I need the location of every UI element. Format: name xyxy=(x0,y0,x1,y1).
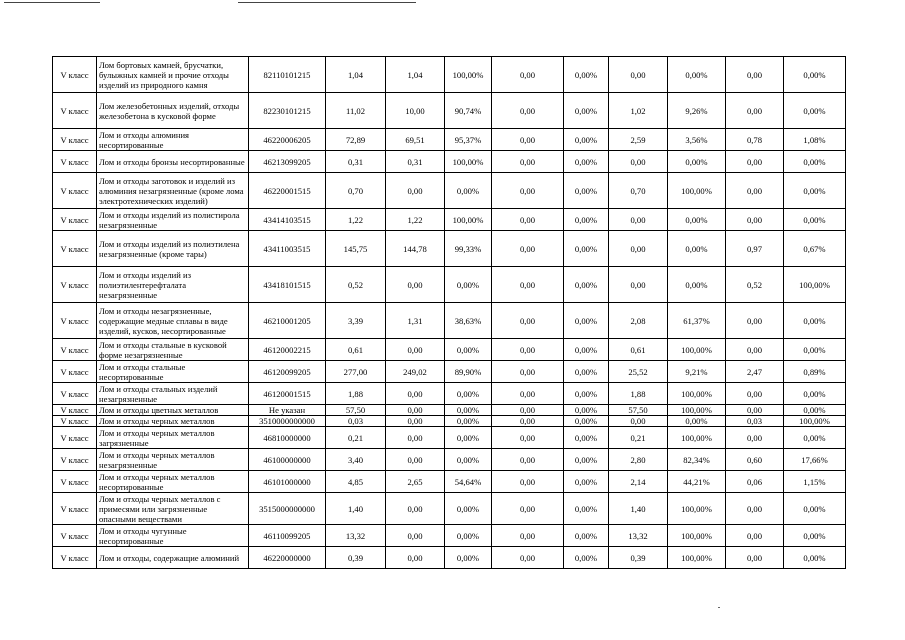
value-3-cell: 0,00 xyxy=(492,361,564,383)
value-4-cell: 57,50 xyxy=(609,405,668,416)
value-2-cell: 0,00 xyxy=(386,449,445,471)
percent-2-cell: 0,00% xyxy=(445,525,492,547)
percent-4-cell: 82,34% xyxy=(668,449,726,471)
percent-3-cell: 0,00% xyxy=(564,209,609,231)
percent-3-cell: 0,00% xyxy=(564,173,609,209)
value-2-cell: 0,00 xyxy=(386,383,445,405)
value-3-cell: 0,00 xyxy=(492,405,564,416)
table-row xyxy=(53,416,846,427)
fkko-code-cell: 46110099205 xyxy=(249,525,326,547)
value-4-cell: 1,40 xyxy=(609,493,668,525)
value-3-cell: 0,00 xyxy=(492,471,564,493)
percent-3-cell: 0,00% xyxy=(564,267,609,303)
value-5-cell: 0,97 xyxy=(726,231,784,267)
table-row xyxy=(53,405,846,416)
table-row xyxy=(53,427,846,449)
fkko-code-cell: 46210001205 xyxy=(249,303,326,339)
value-4-cell: 0,00 xyxy=(609,209,668,231)
total-cell: 0,70 xyxy=(326,173,386,209)
percent-3-cell: 0,00% xyxy=(564,525,609,547)
class-cell: V класс xyxy=(53,231,97,267)
percent-4-cell: 100,00% xyxy=(668,427,726,449)
table-row xyxy=(53,361,846,383)
total-cell: 277,00 xyxy=(326,361,386,383)
class-cell: V класс xyxy=(53,427,97,449)
fkko-code-cell: Не указан xyxy=(249,405,326,416)
value-5-cell: 0,78 xyxy=(726,129,784,151)
percent-5-cell: 17,66% xyxy=(784,449,846,471)
value-2-cell: 0,00 xyxy=(386,405,445,416)
total-cell: 4,85 xyxy=(326,471,386,493)
table-row xyxy=(53,231,846,267)
total-cell: 0,61 xyxy=(326,339,386,361)
class-cell: V класс xyxy=(53,449,97,471)
value-2-cell: 249,02 xyxy=(386,361,445,383)
percent-4-cell: 100,00% xyxy=(668,173,726,209)
percent-5-cell: 1,08% xyxy=(784,129,846,151)
total-cell: 0,52 xyxy=(326,267,386,303)
value-2-cell: 144,78 xyxy=(386,231,445,267)
fkko-code-cell: 46100000000 xyxy=(249,449,326,471)
fkko-code-cell: 3510000000000 xyxy=(249,416,326,427)
value-5-cell: 0,00 xyxy=(726,493,784,525)
value-5-cell: 0,00 xyxy=(726,427,784,449)
percent-2-cell: 54,64% xyxy=(445,471,492,493)
value-2-cell: 0,00 xyxy=(386,267,445,303)
waste-table-body xyxy=(53,57,846,569)
percent-2-cell: 0,00% xyxy=(445,173,492,209)
percent-2-cell: 95,37% xyxy=(445,129,492,151)
percent-2-cell: 90,74% xyxy=(445,93,492,129)
value-5-cell: 2,47 xyxy=(726,361,784,383)
percent-3-cell: 0,00% xyxy=(564,449,609,471)
table-row xyxy=(53,493,846,525)
value-2-cell: 0,00 xyxy=(386,173,445,209)
fkko-code-cell: 46120099205 xyxy=(249,361,326,383)
percent-5-cell: 0,00% xyxy=(784,173,846,209)
value-5-cell: 0,00 xyxy=(726,303,784,339)
total-cell: 0,21 xyxy=(326,427,386,449)
fkko-code-cell: 46120001515 xyxy=(249,383,326,405)
class-cell: V класс xyxy=(53,93,97,129)
table-row xyxy=(53,129,846,151)
percent-4-cell: 100,00% xyxy=(668,547,726,569)
percent-2-cell: 0,00% xyxy=(445,267,492,303)
value-2-cell: 69,51 xyxy=(386,129,445,151)
total-cell: 1,22 xyxy=(326,209,386,231)
total-cell: 1,40 xyxy=(326,493,386,525)
value-3-cell: 0,00 xyxy=(492,339,564,361)
fkko-code-cell: 82230101215 xyxy=(249,93,326,129)
value-3-cell: 0,00 xyxy=(492,525,564,547)
total-cell: 3,40 xyxy=(326,449,386,471)
percent-4-cell: 0,00% xyxy=(668,209,726,231)
value-3-cell: 0,00 xyxy=(492,129,564,151)
class-cell: V класс xyxy=(53,383,97,405)
value-3-cell: 0,00 xyxy=(492,231,564,267)
value-2-cell: 0,00 xyxy=(386,547,445,569)
percent-2-cell: 0,00% xyxy=(445,493,492,525)
class-cell: V класс xyxy=(53,303,97,339)
value-5-cell: 0,00 xyxy=(726,547,784,569)
value-4-cell: 13,32 xyxy=(609,525,668,547)
percent-5-cell: 100,00% xyxy=(784,416,846,427)
percent-2-cell: 0,00% xyxy=(445,449,492,471)
percent-4-cell: 0,00% xyxy=(668,151,726,173)
table-row xyxy=(53,209,846,231)
total-cell: 1,04 xyxy=(326,57,386,93)
waste-name-cell: Лом и отходы изделий из полистирола незагрязненные xyxy=(97,209,249,231)
value-5-cell: 0,00 xyxy=(726,383,784,405)
class-cell: V класс xyxy=(53,493,97,525)
percent-5-cell: 0,00% xyxy=(784,525,846,547)
value-5-cell: 0,00 xyxy=(726,173,784,209)
value-3-cell: 0,00 xyxy=(492,93,564,129)
value-2-cell: 10,00 xyxy=(386,93,445,129)
class-cell: V класс xyxy=(53,525,97,547)
percent-4-cell: 100,00% xyxy=(668,525,726,547)
total-cell: 11,02 xyxy=(326,93,386,129)
percent-4-cell: 44,21% xyxy=(668,471,726,493)
value-5-cell: 0,60 xyxy=(726,449,784,471)
table-row xyxy=(53,151,846,173)
percent-3-cell: 0,00% xyxy=(564,231,609,267)
fkko-code-cell: 46220006205 xyxy=(249,129,326,151)
percent-3-cell: 0,00% xyxy=(564,493,609,525)
total-cell: 57,50 xyxy=(326,405,386,416)
value-2-cell: 1,22 xyxy=(386,209,445,231)
waste-name-cell: Лом и отходы черных металлов xyxy=(97,416,249,427)
fkko-code-cell: 46220000000 xyxy=(249,547,326,569)
value-2-cell: 0,00 xyxy=(386,493,445,525)
percent-3-cell: 0,00% xyxy=(564,361,609,383)
value-4-cell: 0,39 xyxy=(609,547,668,569)
total-cell: 0,39 xyxy=(326,547,386,569)
percent-5-cell: 0,89% xyxy=(784,361,846,383)
value-3-cell: 0,00 xyxy=(492,547,564,569)
percent-5-cell: 0,00% xyxy=(784,93,846,129)
scan-top-rule-left xyxy=(4,2,100,3)
value-4-cell: 0,61 xyxy=(609,339,668,361)
value-4-cell: 1,88 xyxy=(609,383,668,405)
percent-2-cell: 0,00% xyxy=(445,383,492,405)
percent-5-cell: 0,00% xyxy=(784,303,846,339)
percent-5-cell: 0,00% xyxy=(784,383,846,405)
value-4-cell: 0,00 xyxy=(609,57,668,93)
percent-3-cell: 0,00% xyxy=(564,416,609,427)
percent-2-cell: 0,00% xyxy=(445,416,492,427)
percent-4-cell: 0,00% xyxy=(668,231,726,267)
percent-5-cell: 100,00% xyxy=(784,267,846,303)
value-4-cell: 2,08 xyxy=(609,303,668,339)
percent-3-cell: 0,00% xyxy=(564,383,609,405)
value-2-cell: 0,00 xyxy=(386,416,445,427)
percent-2-cell: 100,00% xyxy=(445,209,492,231)
total-cell: 3,39 xyxy=(326,303,386,339)
value-5-cell: 0,00 xyxy=(726,405,784,416)
waste-name-cell: Лом и отходы черных металлов незагрязненные xyxy=(97,449,249,471)
value-3-cell: 0,00 xyxy=(492,416,564,427)
value-3-cell: 0,00 xyxy=(492,383,564,405)
waste-name-cell: Лом и отходы чугунные несортированные xyxy=(97,525,249,547)
value-3-cell: 0,00 xyxy=(492,151,564,173)
table-row xyxy=(53,267,846,303)
table-row xyxy=(53,471,846,493)
value-2-cell: 0,00 xyxy=(386,525,445,547)
percent-4-cell: 100,00% xyxy=(668,493,726,525)
fkko-code-cell: 43418101515 xyxy=(249,267,326,303)
percent-2-cell: 38,63% xyxy=(445,303,492,339)
percent-5-cell: 0,00% xyxy=(784,209,846,231)
class-cell: V класс xyxy=(53,129,97,151)
percent-3-cell: 0,00% xyxy=(564,405,609,416)
value-2-cell: 1,31 xyxy=(386,303,445,339)
waste-table xyxy=(52,56,846,569)
total-cell: 13,32 xyxy=(326,525,386,547)
value-3-cell: 0,00 xyxy=(492,209,564,231)
class-cell: V класс xyxy=(53,361,97,383)
percent-3-cell: 0,00% xyxy=(564,303,609,339)
percent-5-cell: 1,15% xyxy=(784,471,846,493)
fkko-code-cell: 82110101215 xyxy=(249,57,326,93)
value-2-cell: 0,00 xyxy=(386,427,445,449)
percent-2-cell: 99,33% xyxy=(445,231,492,267)
class-cell: V класс xyxy=(53,151,97,173)
percent-5-cell: 0,00% xyxy=(784,151,846,173)
total-cell: 0,03 xyxy=(326,416,386,427)
value-5-cell: 0,00 xyxy=(726,151,784,173)
waste-name-cell: Лом бортовых камней, брусчатки, булыжных камней и прочие отходы изделий из природного камня xyxy=(97,57,249,93)
percent-4-cell: 100,00% xyxy=(668,383,726,405)
value-4-cell: 0,21 xyxy=(609,427,668,449)
percent-2-cell: 100,00% xyxy=(445,151,492,173)
value-4-cell: 0,00 xyxy=(609,231,668,267)
waste-name-cell: Лом и отходы незагрязненные, содержащие медные сплавы в виде изделий, кусков, несортированные xyxy=(97,303,249,339)
class-cell: V класс xyxy=(53,405,97,416)
table-row xyxy=(53,57,846,93)
value-3-cell: 0,00 xyxy=(492,303,564,339)
table-row xyxy=(53,383,846,405)
percent-4-cell: 0,00% xyxy=(668,57,726,93)
table-row xyxy=(53,303,846,339)
percent-4-cell: 9,26% xyxy=(668,93,726,129)
total-cell: 145,75 xyxy=(326,231,386,267)
value-3-cell: 0,00 xyxy=(492,57,564,93)
percent-5-cell: 0,67% xyxy=(784,231,846,267)
value-5-cell: 0,00 xyxy=(726,209,784,231)
value-4-cell: 25,52 xyxy=(609,361,668,383)
value-2-cell: 0,00 xyxy=(386,339,445,361)
waste-name-cell: Лом и отходы алюминия несортированные xyxy=(97,129,249,151)
waste-name-cell: Лом железобетонных изделий, отходы железобетона в кусковой форме xyxy=(97,93,249,129)
table-row xyxy=(53,449,846,471)
percent-3-cell: 0,00% xyxy=(564,339,609,361)
fkko-code-cell: 43411003515 xyxy=(249,231,326,267)
value-5-cell: 0,52 xyxy=(726,267,784,303)
total-cell: 0,31 xyxy=(326,151,386,173)
waste-name-cell: Лом и отходы цветных металлов xyxy=(97,405,249,416)
value-4-cell: 1,02 xyxy=(609,93,668,129)
value-3-cell: 0,00 xyxy=(492,173,564,209)
fkko-code-cell: 46101000000 xyxy=(249,471,326,493)
class-cell: V класс xyxy=(53,339,97,361)
waste-name-cell: Лом и отходы черных металлов загрязненные xyxy=(97,427,249,449)
class-cell: V класс xyxy=(53,57,97,93)
total-cell: 72,89 xyxy=(326,129,386,151)
percent-3-cell: 0,00% xyxy=(564,57,609,93)
percent-5-cell: 0,00% xyxy=(784,427,846,449)
value-5-cell: 0,00 xyxy=(726,93,784,129)
scan-top-rule-right xyxy=(238,2,416,3)
fkko-code-cell: 46810000000 xyxy=(249,427,326,449)
percent-4-cell: 100,00% xyxy=(668,339,726,361)
percent-4-cell: 0,00% xyxy=(668,416,726,427)
value-2-cell: 0,31 xyxy=(386,151,445,173)
scan-speck xyxy=(718,607,720,608)
table-row xyxy=(53,525,846,547)
value-2-cell: 1,04 xyxy=(386,57,445,93)
class-cell: V класс xyxy=(53,471,97,493)
percent-3-cell: 0,00% xyxy=(564,427,609,449)
fkko-code-cell: 3515000000000 xyxy=(249,493,326,525)
waste-name-cell: Лом и отходы, содержащие алюминий xyxy=(97,547,249,569)
fkko-code-cell: 46220001515 xyxy=(249,173,326,209)
percent-2-cell: 89,90% xyxy=(445,361,492,383)
value-5-cell: 0,00 xyxy=(726,57,784,93)
percent-2-cell: 0,00% xyxy=(445,339,492,361)
percent-3-cell: 0,00% xyxy=(564,471,609,493)
class-cell: V класс xyxy=(53,547,97,569)
class-cell: V класс xyxy=(53,209,97,231)
table-row xyxy=(53,173,846,209)
percent-2-cell: 0,00% xyxy=(445,405,492,416)
percent-4-cell: 3,56% xyxy=(668,129,726,151)
value-4-cell: 0,00 xyxy=(609,267,668,303)
percent-5-cell: 0,00% xyxy=(784,57,846,93)
waste-name-cell: Лом и отходы стальные несортированные xyxy=(97,361,249,383)
value-4-cell: 2,14 xyxy=(609,471,668,493)
waste-name-cell: Лом и отходы стальные в кусковой форме незагрязненные xyxy=(97,339,249,361)
percent-2-cell: 100,00% xyxy=(445,57,492,93)
fkko-code-cell: 46213099205 xyxy=(249,151,326,173)
waste-name-cell: Лом и отходы изделий из полиэтилентерефталата незагрязненные xyxy=(97,267,249,303)
table-row xyxy=(53,547,846,569)
waste-name-cell: Лом и отходы заготовок и изделий из алюминия незагрязненные (кроме лома электротехнических изделий) xyxy=(97,173,249,209)
value-3-cell: 0,00 xyxy=(492,493,564,525)
value-4-cell: 2,80 xyxy=(609,449,668,471)
percent-2-cell: 0,00% xyxy=(445,547,492,569)
value-2-cell: 2,65 xyxy=(386,471,445,493)
fkko-code-cell: 46120002215 xyxy=(249,339,326,361)
value-3-cell: 0,00 xyxy=(492,427,564,449)
percent-5-cell: 0,00% xyxy=(784,339,846,361)
value-5-cell: 0,03 xyxy=(726,416,784,427)
class-cell: V класс xyxy=(53,267,97,303)
percent-3-cell: 0,00% xyxy=(564,93,609,129)
value-4-cell: 0,70 xyxy=(609,173,668,209)
table-row xyxy=(53,93,846,129)
percent-3-cell: 0,00% xyxy=(564,151,609,173)
percent-2-cell: 0,00% xyxy=(445,427,492,449)
waste-name-cell: Лом и отходы черных металлов несортированные xyxy=(97,471,249,493)
percent-4-cell: 9,21% xyxy=(668,361,726,383)
percent-4-cell: 61,37% xyxy=(668,303,726,339)
percent-4-cell: 100,00% xyxy=(668,405,726,416)
percent-5-cell: 0,00% xyxy=(784,405,846,416)
percent-3-cell: 0,00% xyxy=(564,129,609,151)
value-4-cell: 0,00 xyxy=(609,416,668,427)
value-5-cell: 0,00 xyxy=(726,525,784,547)
value-3-cell: 0,00 xyxy=(492,267,564,303)
class-cell: V класс xyxy=(53,416,97,427)
table-row xyxy=(53,339,846,361)
percent-3-cell: 0,00% xyxy=(564,547,609,569)
value-4-cell: 2,59 xyxy=(609,129,668,151)
percent-5-cell: 0,00% xyxy=(784,547,846,569)
waste-name-cell: Лом и отходы изделий из полиэтилена незагрязненные (кроме тары) xyxy=(97,231,249,267)
value-4-cell: 0,00 xyxy=(609,151,668,173)
class-cell: V класс xyxy=(53,173,97,209)
value-5-cell: 0,06 xyxy=(726,471,784,493)
percent-5-cell: 0,00% xyxy=(784,493,846,525)
value-5-cell: 0,00 xyxy=(726,339,784,361)
total-cell: 1,88 xyxy=(326,383,386,405)
fkko-code-cell: 43414103515 xyxy=(249,209,326,231)
percent-4-cell: 0,00% xyxy=(668,267,726,303)
waste-name-cell: Лом и отходы стальных изделий незагрязненные xyxy=(97,383,249,405)
waste-name-cell: Лом и отходы бронзы несортированные xyxy=(97,151,249,173)
value-3-cell: 0,00 xyxy=(492,449,564,471)
waste-name-cell: Лом и отходы черных металлов с примесями или загрязненные опасными веществами xyxy=(97,493,249,525)
